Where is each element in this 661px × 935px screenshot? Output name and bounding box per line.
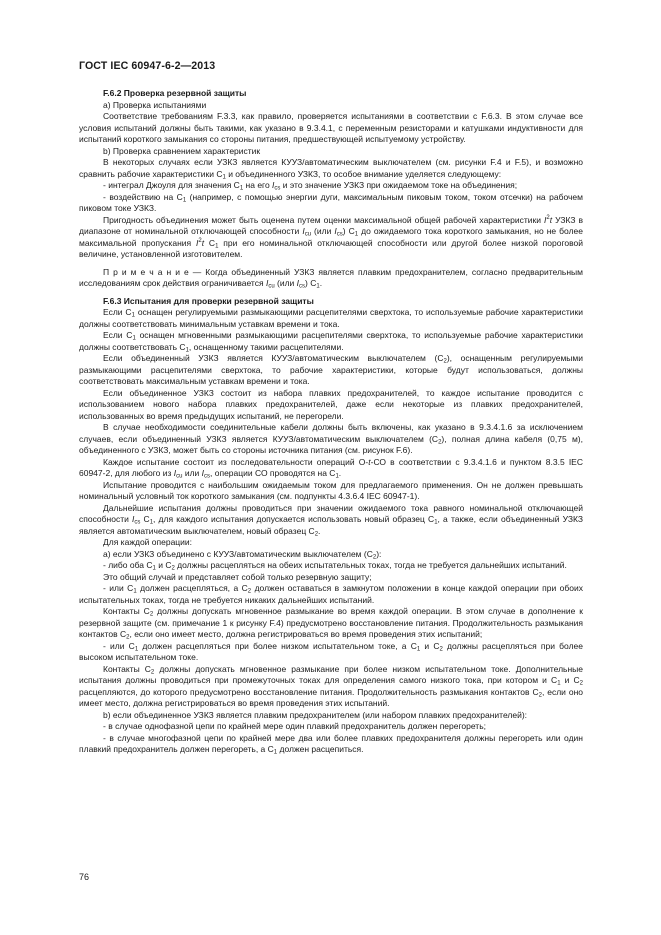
- paragraph: a) если УЗКЗ объединено с КУУЗ/автоматическим выключателем $(C_2)$:: [103, 548, 382, 560]
- paragraph: П р и м е ч а н и е — Когда объединенный УЗКЗ является плавким предохранителем, согласно предварительным исследованиям срок действия ограничивается $I_{cu}$ (или $I_{cs}$) $C_1$.: [79, 266, 583, 290]
- paragraph: Для каждой операции:: [103, 537, 193, 547]
- paragraph: Испытание проводится с наибольшим ожидаемым током для предлагаемого применения. Он не должен превышать номинальный условный ток короткого замыкания (см. подпункты 4.3.6.4 IEC 60947-1).: [79, 479, 583, 501]
- paragraph: Если объединенное УЗКЗ состоит из набора плавких предохранителей, то каждое испытание проводится с использованием нового набора плавких предохранителей, даже если некоторые из плавких предохранителей, использованных во время предыдущих испытаний, не перегорели.: [79, 387, 583, 421]
- paragraph: Это общий случай и представляет собой только резервную защиту;: [103, 571, 372, 582]
- paragraph: - в случае многофазной цепи по крайней мере два или более плавких предохранителя должны перегореть или один плавкий предохранитель должен перегореть, а $C_1$ должен расцепиться.: [79, 732, 583, 756]
- paragraph: Если $C_1$ оснащен мгновенными размыкающими расцепителями сверхтока, то используемые рабочие характеристики должны соответствовать $C_1$, оснащенному такими расцепителями.: [79, 330, 583, 353]
- document-header: ГОСТ IEC 60947-6-2—2013: [79, 60, 216, 72]
- paragraph: b) Проверка сравнением характеристик: [103, 145, 261, 156]
- paragraph: a) Проверка испытаниями: [103, 99, 207, 110]
- paragraph: - в случае однофазной цепи по крайней мере один плавкий предохранитель должен перегореть;: [103, 721, 486, 731]
- paragraph: - или $C_1$ должен расцепляться, а $C_2$ должен оставаться в замкнутом положении в конце каждой операции при обоих испытательных токах, тогда не требуется никаких дальнейших испытаний.: [79, 583, 583, 605]
- paragraph: В некоторых случаях если УЗКЗ является КУУЗ/автоматическим выключателем (см. рисунки F.4 и F.5), и возможно сравнить рабочие характеристики $C_1$ и объединенного УЗКЗ, то особое внимание уделяется следующему:: [79, 157, 583, 180]
- paragraph: - интеграл Джоуля для значения $C_1$ на его $I_{cs}$ и это значение УЗКЗ при ожидаемом токе на объединения;: [103, 180, 518, 192]
- paragraph: Соответствие требованиям F.3.3, как правило, проверяется испытаниями в соответствии с F.6.3. В этом случае все условия испытаний должны быть такими, как указано в 9.3.4.1, с переменным резисторами и катушками индуктивности для испытаний короткого замыкания со стороны питания, предшествующей испытуемому устройству.: [79, 111, 583, 144]
- paragraph: - или $C_1$ должен расцепляться при более низком испытательном токе, а $C_1$ и $C_2$ должны расцепляться при более высоком испытательном токе.: [79, 640, 583, 662]
- section-heading: F.6.2 Проверка резервной защиты: [103, 88, 247, 98]
- paragraph: Каждое испытание состоит из последовательности операций О-t-СО в соответствии с 9.3.4.1.6 и пунктом 8.3.5 IEC 60947-2, для любого из $I_{cu}$ или $I_{cs}$, операции СО проводятся на $C_1$.: [79, 456, 583, 480]
- paragraph: b) если объединенное УЗКЗ является плавким предохранителем (или набором плавких предохранителей):: [103, 709, 528, 720]
- page-number: 76: [79, 872, 90, 882]
- paragraph: Контакты $C_2$ должны допускать мгновенное размыкание во время каждой операции. В этом случае в дополнение к резервной защите (см. примечание 1 к рисунку F.4) предусмотрено восстановление питания. Продолжительность размыкания контактов $C_2$, если оно имеет место, должна регистрироваться во время проведения этих испытаний;: [79, 606, 583, 641]
- paragraph: Если $C_1$ оснащен регулируемыми размыкающими расцепителями сверхтока, то используемые рабочие характеристики должны соответствовать минимальным уставкам времени и тока.: [79, 307, 583, 329]
- document-body: [79, 88, 583, 756]
- paragraph: - воздействию на $C_1$ (например, с помощью энергии дуги, максимальным пиковым током, током отсечки) на рабочем пиковом токе УЗКЗ.: [79, 191, 583, 213]
- section-heading: F.6.3 Испытания для проверки резервной защиты: [103, 295, 314, 306]
- paragraph: Дальнейшие испытания должны проводиться при значении ожидаемого тока равного номинальной отключающей способности $I_{cs}$ $C_1$, для каждого испытания допускается использовать новый образец $C_1$, а также, если объединенный УЗКЗ является автоматическим выключателем, новый образец $C_2$.: [79, 502, 584, 537]
- paragraph: Контакты $C_2$ должны допускать мгновенное размыкание при более низком испытательном токе. Дополнительные испытания должны проводиться при промежуточных токах для определения самого низкого тока, при котором и $C_1$ и $C_2$ расцепляются, до которого предусмотрено восстановление питания. Продолжительность размыкания контактов $C_2$, если оно имеет место, должна регистрироваться во время проведения этих испытаний.: [79, 663, 583, 708]
- paragraph: В случае необходимости соединительные кабели должны быть включены, как указано в 9.3.4.1.6 за исключением случаев, если объединенный УЗКЗ является КУУЗ/автоматическим выключателем $(C_2)$, полная длина кабеля (0,75 м), объединенного с УЗКЗ, может быть со стороны источника питания (см. рисунок F.6).: [79, 422, 584, 455]
- paragraph: Если объединенный УЗКЗ является КУУЗ/автоматическим выключателем $(C_2)$, оснащенным регулируемыми размыкающими расцепителями сверхтока, то рабочие характеристики, которые будут использоваться, должны соответствовать максимальным уставкам времени и тока.: [79, 353, 584, 386]
- paragraph: - либо оба $C_1$ и $C_2$ должны расцепляться на обеих испытательных токах, тогда не требуется дальнейших испытаний.: [103, 560, 567, 572]
- paragraph: Пригодность объединения может быть оценена путем оценки максимальной общей рабочей характеристики $I^2t$ УЗКЗ в диапазоне от номинальной отключающей способности $I_{cu}$ (или $I_{cs}$) $C_1$ до ожидаемого тока короткого замыкания, но не более максимальной пропускания $I^2t$ $C_1$ при его номинальной отключающей способности или другой более низкой пороговой величине, установленной изготовителем.: [79, 214, 584, 259]
